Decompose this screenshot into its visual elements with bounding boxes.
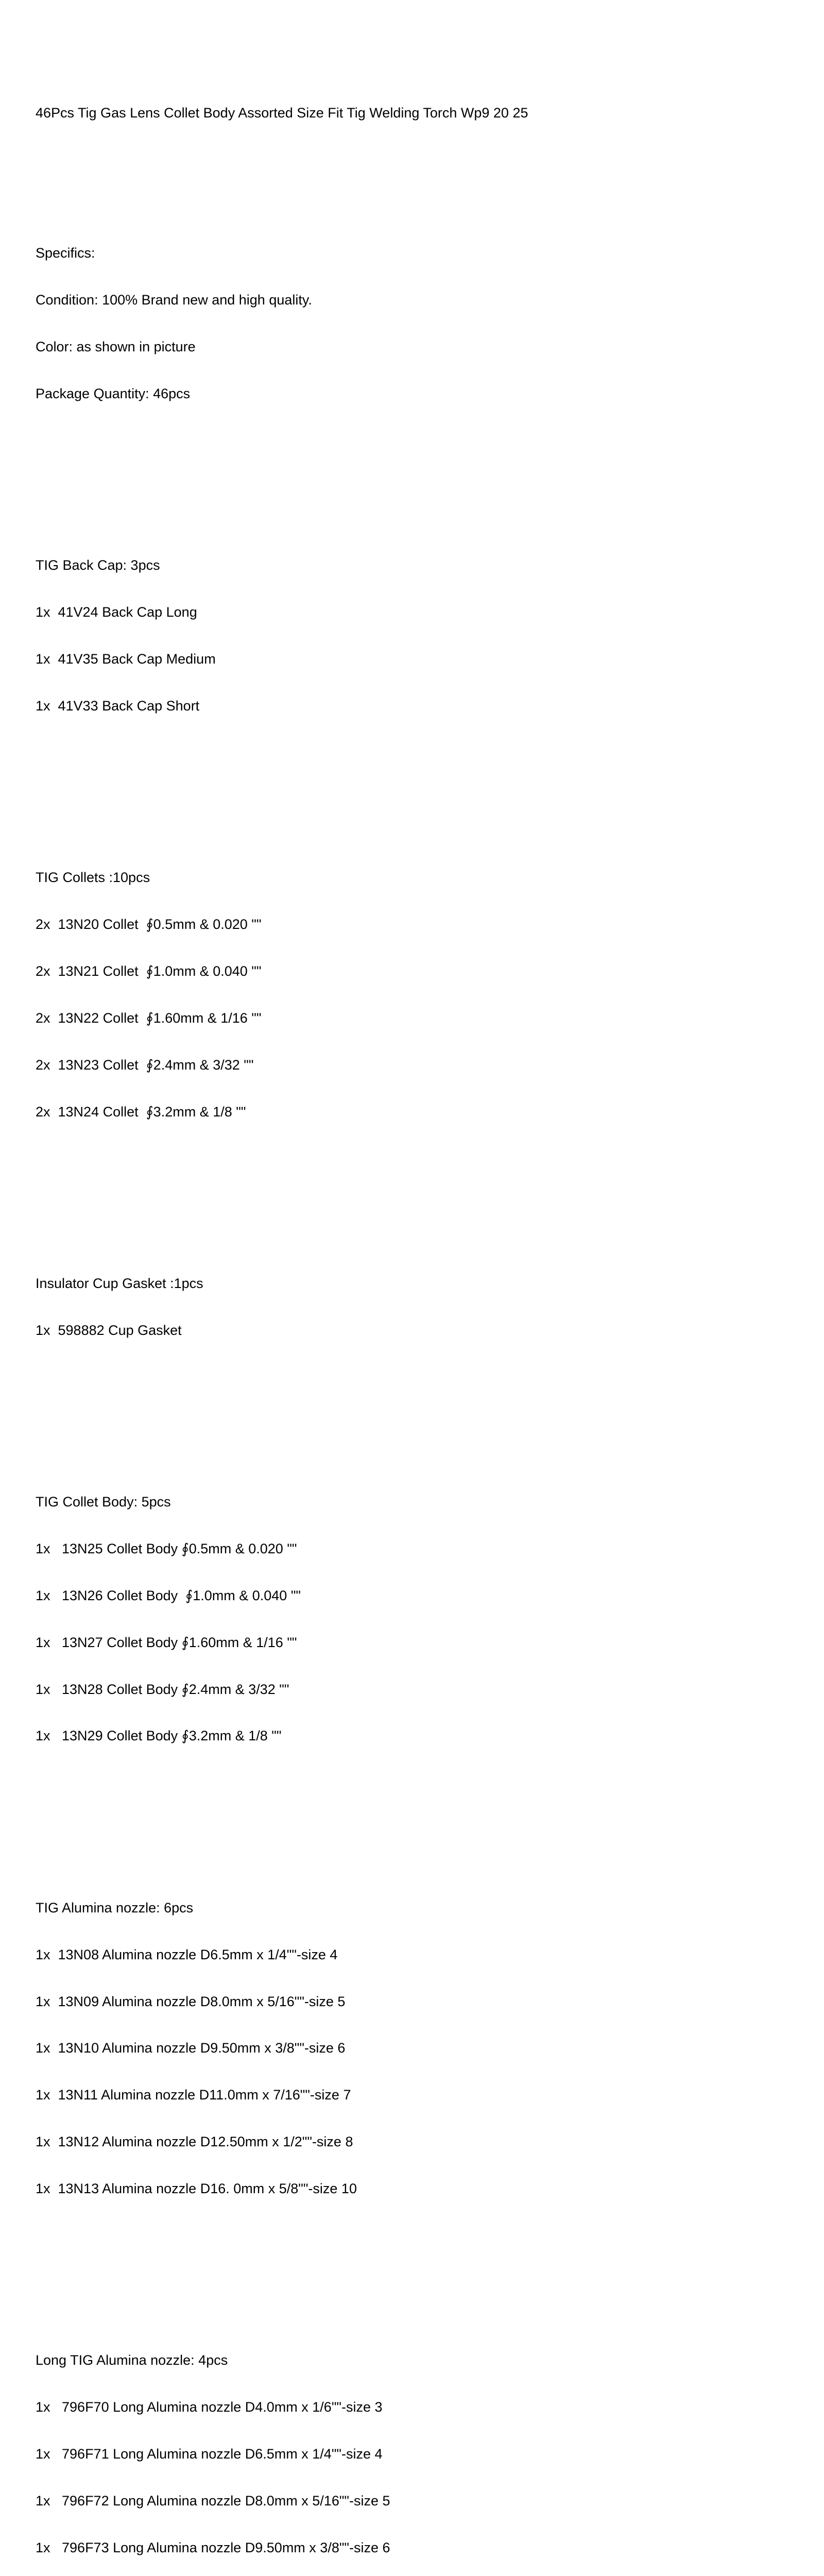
long-alumina-nozzle-section [36, 2321, 808, 2576]
item-line: 1x 13N25 Collet Body ∮0.5mm & 0.020 "" [36, 1540, 297, 1556]
item-line: 2x 13N21 Collet ∮1.0mm & 0.040 "" [36, 963, 262, 979]
spec-line: Color: as shown in picture [36, 339, 196, 355]
spacer [36, 2259, 808, 2275]
spacer [36, 464, 808, 479]
item-line: 1x 13N12 Alumina nozzle D12.50mm x 1/2""-size 8 [36, 2134, 353, 2150]
section-heading: Insulator Cup Gasket :1pcs [36, 1275, 203, 1291]
product-title: 46Pcs Tig Gas Lens Collet Body Assorted Size Fit Tig Welding Torch Wp9 20 25 [36, 105, 528, 121]
spacer [36, 776, 808, 791]
item-line: 1x 796F71 Long Alumina nozzle D6.5mm x 1/4""-size 4 [36, 2446, 383, 2462]
collets-section [36, 839, 808, 1151]
item-line: 1x 41V33 Back Cap Short [36, 698, 200, 714]
item-line: 1x 796F72 Long Alumina nozzle D8.0mm x 5/16""-size 5 [36, 2493, 390, 2509]
spacer [36, 1806, 808, 1822]
item-line: 1x 41V35 Back Cap Medium [36, 651, 216, 667]
item-line: 1x 13N13 Alumina nozzle D16. 0mm x 5/8""-size 10 [36, 2181, 357, 2197]
item-line: 1x 13N26 Collet Body ∮1.0mm & 0.040 "" [36, 1587, 301, 1603]
item-line: 1x 796F73 Long Alumina nozzle D9.50mm x 3/8""-size 6 [36, 2539, 390, 2555]
item-line: 2x 13N23 Collet ∮2.4mm & 3/32 "" [36, 1057, 254, 1073]
back-cap-section [36, 527, 808, 745]
spec-line: Condition: 100% Brand new and high quality. [36, 292, 312, 308]
section-heading: Specifics: [36, 245, 95, 261]
item-line: 2x 13N22 Collet ∮1.60mm & 1/16 "" [36, 1010, 262, 1026]
item-line: 1x 598882 Cup Gasket [36, 1322, 182, 1338]
item-line: 1x 13N08 Alumina nozzle D6.5mm x 1/4""-size 4 [36, 1946, 338, 1962]
section-heading: TIG Collet Body: 5pcs [36, 1494, 171, 1510]
product-description [36, 74, 808, 2576]
item-line: 1x 13N09 Alumina nozzle D8.0mm x 5/16""-size 5 [36, 1993, 346, 2009]
spacer [36, 1182, 808, 1197]
section-heading: TIG Alumina nozzle: 6pcs [36, 1900, 194, 1916]
spec-line: Package Quantity: 46pcs [36, 385, 191, 401]
item-line: 1x 41V24 Back Cap Long [36, 604, 197, 620]
section-heading: TIG Collets :10pcs [36, 870, 150, 886]
spacer [36, 1400, 808, 1416]
item-line: 1x 13N10 Alumina nozzle D9.50mm x 3/8""-size 6 [36, 2040, 346, 2056]
item-line: 2x 13N20 Collet ∮0.5mm & 0.020 "" [36, 917, 262, 933]
section-heading: TIG Back Cap: 3pcs [36, 557, 160, 573]
item-line: 2x 13N24 Collet ∮3.2mm & 1/8 "" [36, 1104, 246, 1120]
gasket-section [36, 1244, 808, 1369]
item-line: 1x 13N11 Alumina nozzle D11.0mm x 7/16""-size 7 [36, 2087, 351, 2103]
item-line: 1x 796F70 Long Alumina nozzle D4.0mm x 1/6""-size 3 [36, 2399, 383, 2415]
item-line: 1x 13N27 Collet Body ∮1.60mm & 1/16 "" [36, 1634, 297, 1650]
item-line: 1x 13N28 Collet Body ∮2.4mm & 3/32 "" [36, 1681, 289, 1697]
alumina-nozzle-section [36, 1869, 808, 2228]
collet-body-section [36, 1463, 808, 1775]
spacer [36, 151, 808, 167]
section-heading: Long TIG Alumina nozzle: 4pcs [36, 2352, 228, 2368]
item-line: 1x 13N29 Collet Body ∮3.2mm & 1/8 "" [36, 1728, 282, 1744]
specifics-section [36, 214, 808, 433]
